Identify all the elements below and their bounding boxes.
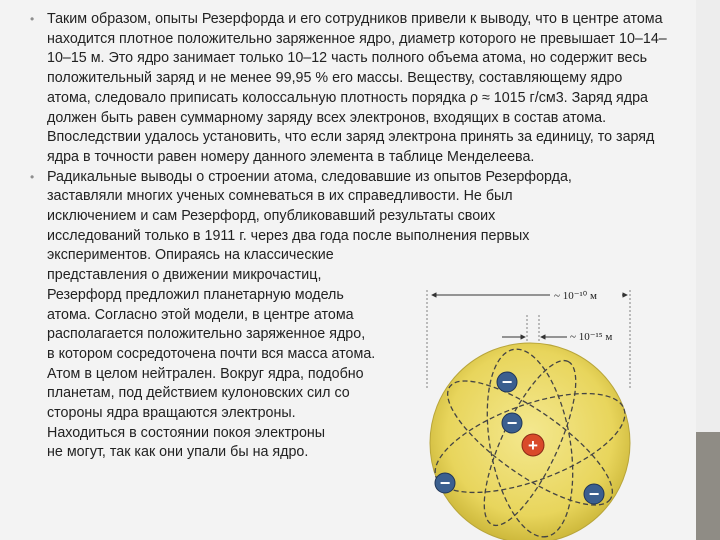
electron-minus-icon: − (506, 413, 518, 433)
paragraph-2-line: Находиться в состоянии покоя электроны (47, 424, 326, 441)
paragraph-2-line: исключением и сам Резерфорд, опубликовавший результаты своих (47, 208, 496, 225)
paragraph-2-line: Радикальные выводы о строении атома, следовавшие из опытов Резерфорда, (47, 168, 572, 185)
paragraph-2-line: заставляли многих ученых сомневаться в их справедливости. Не был (47, 188, 513, 205)
paragraph-2-line: Резерфорд предложил планетарную модель (47, 286, 344, 303)
paragraph-2-line: исследований только в 1911 г. через два года после выполнения первых (47, 227, 530, 244)
paragraph-2-line: в котором сосредоточена почти вся масса атома. (47, 345, 376, 362)
electron (502, 413, 522, 433)
electron-minus-icon: − (439, 473, 451, 493)
bullet-item-1 (28, 10, 668, 168)
paragraph-2-line: представления о движении микрочастиц, (47, 267, 322, 284)
electron (584, 484, 604, 504)
paragraph-2-line: экспериментов. Опираясь на классические (47, 247, 334, 264)
atom-model-diagram (412, 285, 658, 540)
electron-minus-icon: − (501, 372, 513, 392)
bullet-icon: • (30, 12, 35, 26)
paragraph-2-line: стороны ядра вращаются электроны. (47, 405, 296, 422)
paragraph-2-line: атома. Согласно этой модели, в центре атома (47, 306, 354, 323)
nucleus-plus-icon: + (528, 436, 538, 455)
electron-minus-icon: − (588, 484, 600, 504)
atom-size-label: ~ 10⁻¹⁰ м (554, 290, 597, 302)
paragraph-2-line: располагается положительно заряженное ядро, (47, 326, 366, 343)
paragraph-2-line: планетам, под действием кулоновских сил со (47, 385, 350, 402)
electron (435, 473, 455, 493)
electron (497, 372, 517, 392)
bullet-icon: • (30, 169, 35, 184)
paragraph-1: Таким образом, опыты Резерфорда и его сотрудников привели к выводу, что в центре атома находится плотное положительно заряженное ядро, диаметр которого не превышает 10–14–10–15 м. Это ядро занимает только 10–12 часть полного объема атома, но содержит весь положительный заряд и не менее 99,95 % его массы. Веществу, составляющему ядро атома, следовало приписать колоссальную плотность порядка ρ ≈ 1015 г/см3. Заряд ядра должен быть равен суммарному заряду всех электронов, входящих в состав атома. Впоследствии удалось установить, что если заряд электрона принять за единицу, то заряд ядра в точности равен номеру данного элемента в таблице Менделеева. (47, 11, 667, 165)
paragraph-2-line: Атом в целом нейтрален. Вокруг ядра, подобно (47, 365, 364, 382)
paragraph-2-line: не могут, так как они упали бы на ядро. (47, 444, 309, 461)
nucleus-size-label: ~ 10⁻¹⁵ м (570, 331, 613, 343)
right-side-bar-accent (696, 432, 720, 540)
